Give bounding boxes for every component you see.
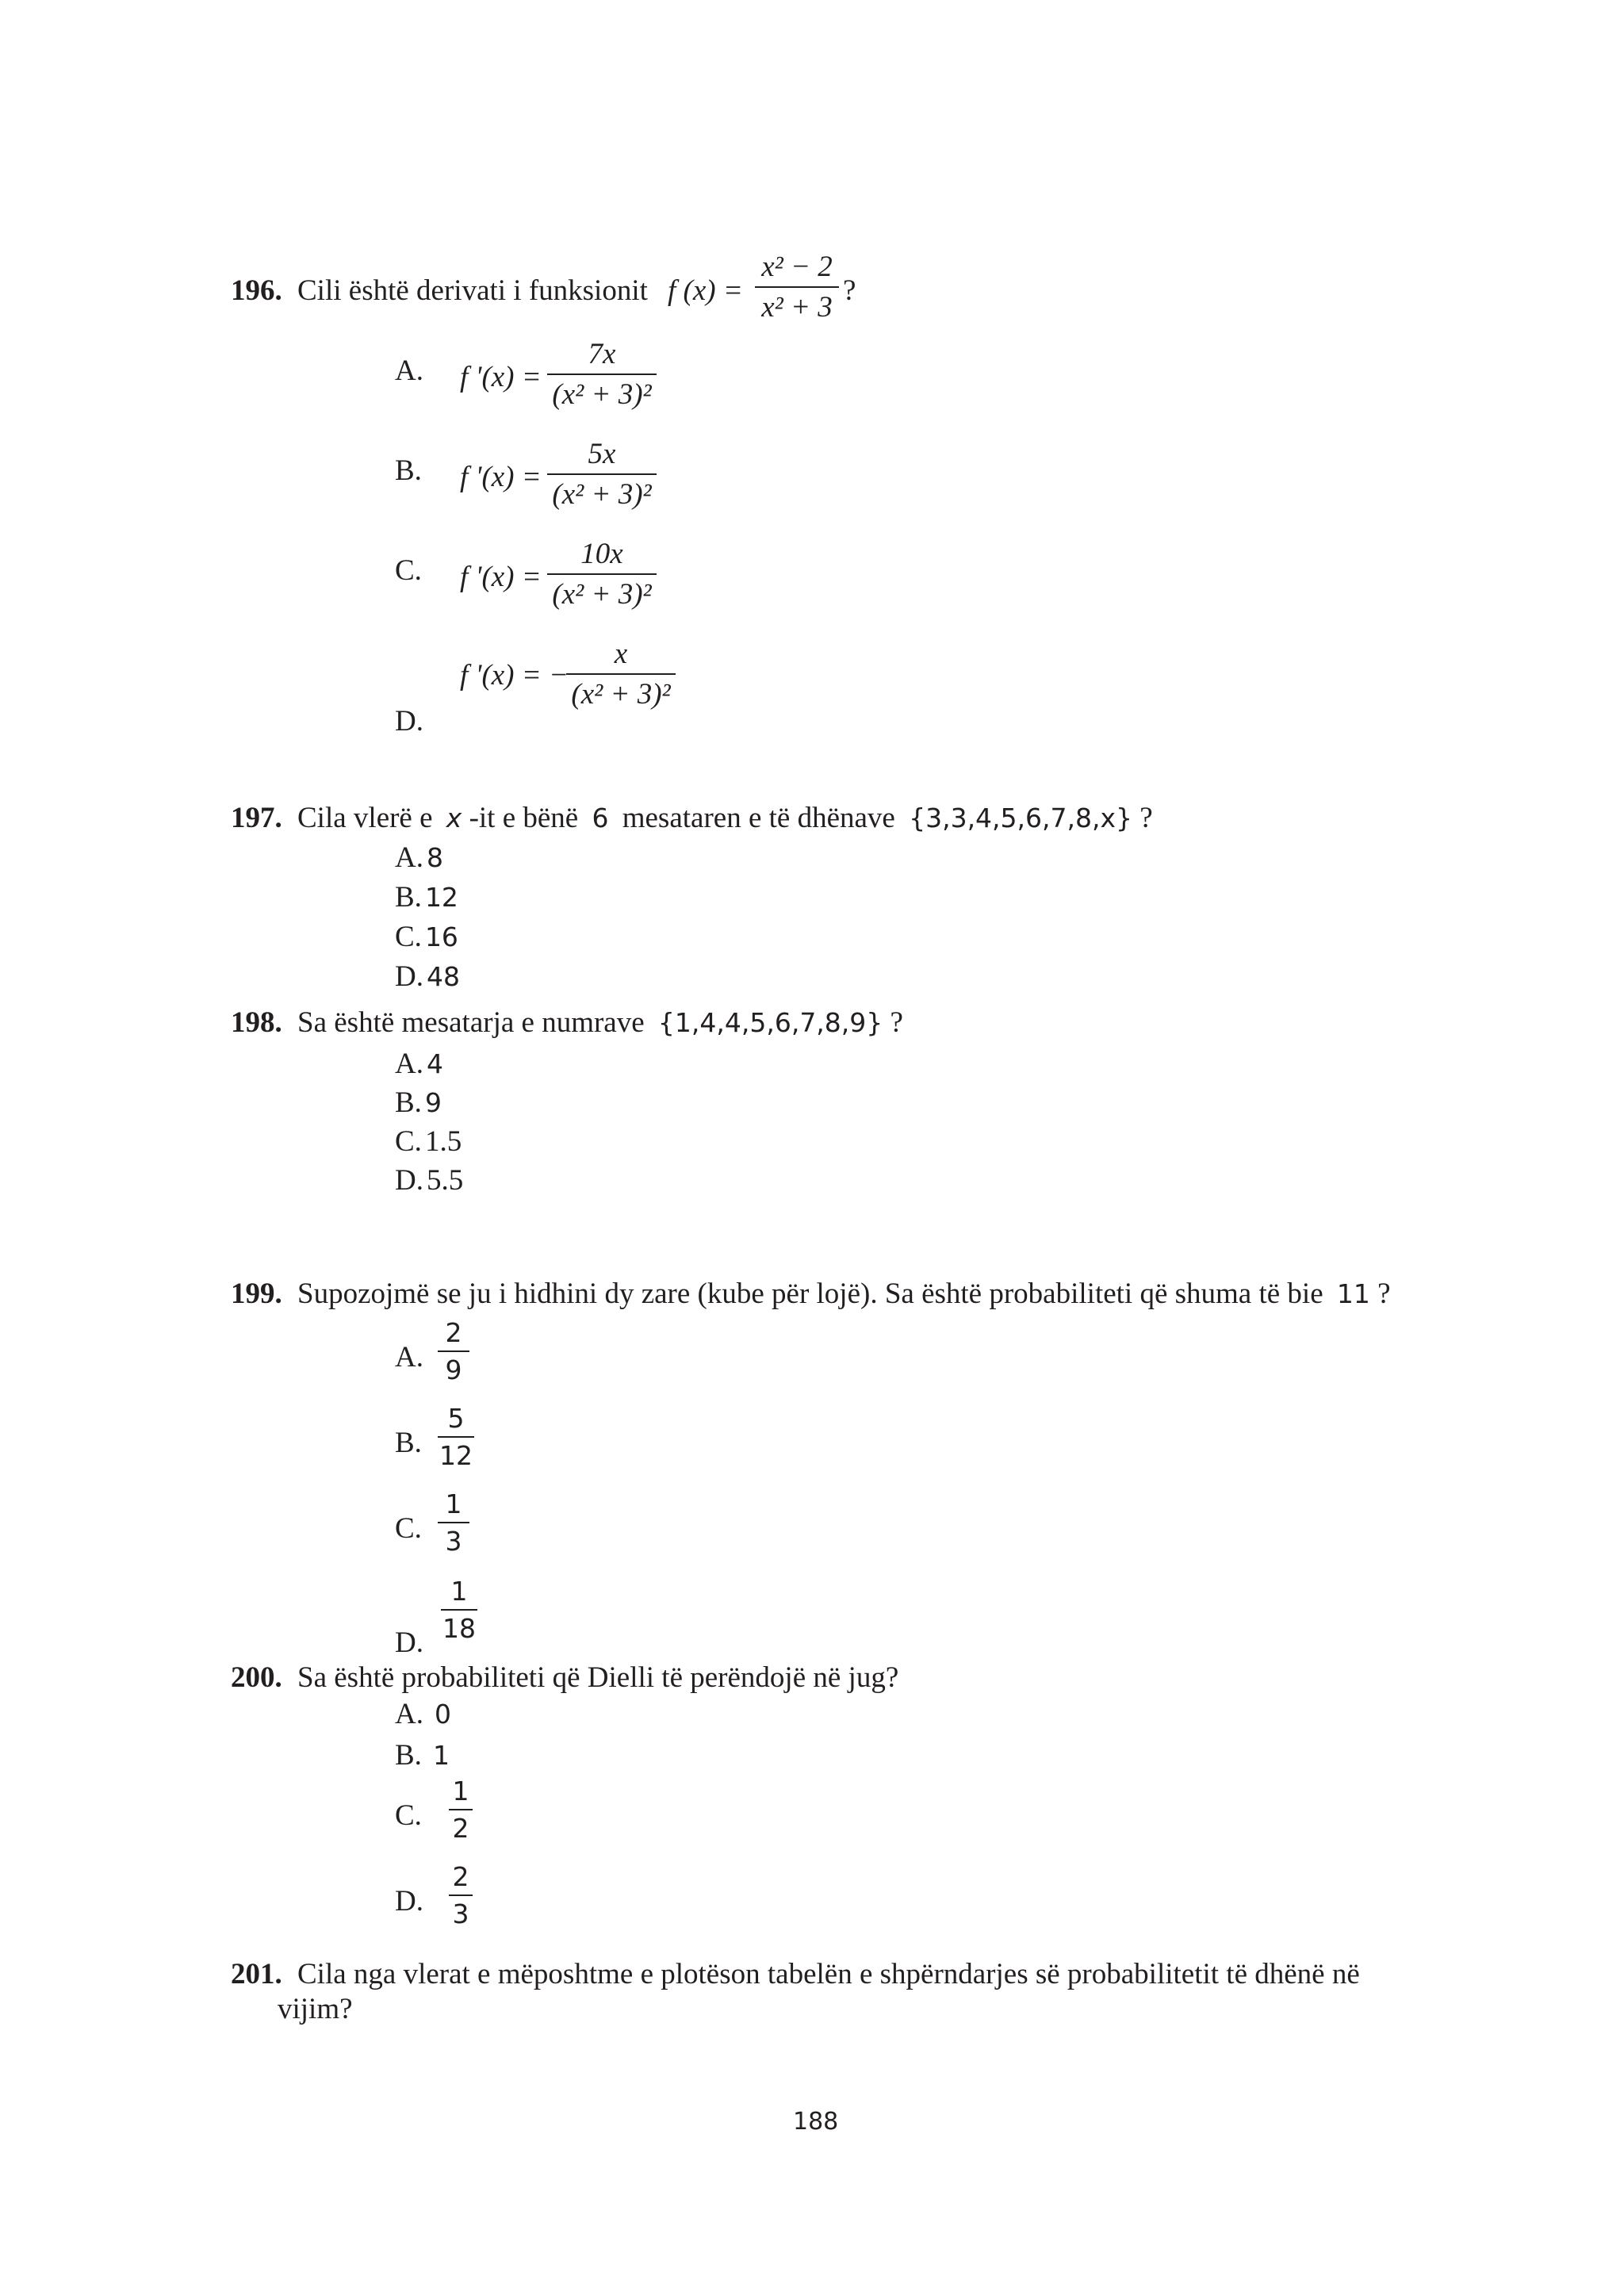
q197-option-c[interactable]: C. 16 (395, 921, 458, 953)
q199-stem (231, 1277, 1391, 1311)
q199-qmark: ? (1377, 1278, 1391, 1310)
q196-fx: f (x) = (668, 274, 743, 307)
q196-option-b-num: 5x (588, 438, 616, 470)
q200-option-c-fraction: 1 2 (449, 1778, 473, 1841)
q199-option-d-fraction: 1 18 (442, 1576, 476, 1644)
q197-number: 197. (231, 802, 282, 834)
q198-option-a[interactable]: A. 4 (395, 1048, 443, 1080)
q196-option-c-lhs: f '(x) = (460, 561, 542, 593)
q197-six: 6 (592, 803, 609, 833)
q200-option-a[interactable]: A. 0 (395, 1698, 451, 1730)
q200-option-d-letter[interactable]: D. (395, 1885, 423, 1917)
q196-option-a-den: (x² + 3)² (552, 378, 652, 411)
q196-option-c-fraction (547, 539, 657, 609)
q196-fx-den: x² + 3 (761, 291, 833, 324)
q196-option-a-lhs: f '(x) = (460, 361, 542, 393)
q196-option-a-num: 7x (588, 338, 616, 370)
q196-option-a-fraction (547, 339, 657, 409)
q198-options (395, 1047, 463, 1202)
q196-option-d-lhs: f '(x) = − (460, 659, 569, 692)
q200-stem (231, 1661, 898, 1695)
q196-option-a-letter[interactable]: A. (395, 354, 423, 387)
q196-option-b-lhs: f '(x) = (460, 461, 542, 493)
q198-option-b[interactable]: B. 9 (395, 1086, 442, 1119)
q196-option-d-fraction (566, 639, 676, 709)
q200-number: 200. (231, 1661, 282, 1694)
q201-number: 201. (231, 1958, 282, 1990)
q199-eleven: 11 (1336, 1278, 1370, 1309)
q197-stem (231, 801, 1153, 835)
q201-text-line2: vijim? (278, 1993, 353, 2025)
q197-qmark: ? (1139, 802, 1153, 834)
q198-option-c[interactable]: C. 1.5 (395, 1125, 462, 1158)
q196-stem (231, 274, 648, 308)
q197-text-c: mesataren e të dhënave (622, 802, 895, 834)
q199-option-a-letter[interactable]: A. (395, 1341, 423, 1373)
q199-option-b-fraction: 5 12 (439, 1403, 473, 1471)
q196-option-b-fraction (547, 439, 657, 509)
q199-option-b-letter[interactable]: B. (395, 1427, 422, 1459)
q196-option-d-num: x (614, 638, 628, 670)
q196-option-b-letter[interactable]: B. (395, 454, 422, 487)
page-number: 188 (793, 2108, 839, 2136)
q198-stem (231, 1006, 903, 1040)
q200-text: Sa është probabiliteti që Dielli të perëndojë në jug? (297, 1661, 899, 1694)
q197-options (395, 841, 460, 999)
q199-text: Supozojmë se ju i hidhini dy zare (kube për lojë). Sa është probabiliteti që shuma të bie (297, 1278, 1323, 1310)
q199-option-d-letter[interactable]: D. (395, 1626, 423, 1659)
q196-option-b-den: (x² + 3)² (552, 478, 652, 511)
q197-option-b[interactable]: B. 12 (395, 881, 458, 914)
q196-fx-fraction (755, 252, 839, 322)
q199-option-a-fraction: 2 9 (438, 1320, 469, 1383)
q196-text: Cili është derivati i funksionit (297, 274, 648, 307)
q196-option-d-letter[interactable]: D. (395, 705, 423, 737)
q201-stem (231, 1957, 1360, 1991)
q198-text: Sa është mesatarja e numrave (297, 1006, 645, 1039)
q197-var: x (446, 803, 462, 833)
q200-option-c-letter[interactable]: C. (395, 1799, 422, 1832)
q196-qmark: ? (843, 274, 856, 307)
q197-text-a: Cila vlerë e (297, 802, 433, 834)
q197-set: {3,3,4,5,6,7,8,x} (909, 803, 1133, 833)
q197-option-a[interactable]: A. 8 (395, 841, 443, 874)
q200-option-d-fraction: 2 3 (449, 1864, 473, 1927)
q196-option-c-letter[interactable]: C. (395, 554, 422, 587)
q196-option-c-den: (x² + 3)² (552, 578, 652, 611)
q196-option-d-den: (x² + 3)² (571, 678, 671, 711)
q200-option-b[interactable]: B. 1 (395, 1739, 450, 1772)
q198-set: {1,4,4,5,6,7,8,9} (657, 1007, 883, 1038)
q199-option-c-fraction: 1 3 (438, 1491, 469, 1554)
q199-option-c-letter[interactable]: C. (395, 1512, 422, 1545)
q198-option-d[interactable]: D. 5.5 (395, 1164, 464, 1197)
q197-text-b: -it e bënë (469, 802, 579, 834)
q199-number: 199. (231, 1278, 282, 1310)
q201-text-line1: Cila nga vlerat e mëposhtme e plotëson tabelën e shpërndarjes së probabilitetit të dhënë në (297, 1958, 1360, 1990)
q197-option-d[interactable]: D. 48 (395, 960, 460, 993)
q196-option-c-num: 10x (580, 538, 623, 570)
q196-fx-num: x² − 2 (761, 251, 833, 283)
q196-number: 196. (231, 274, 282, 307)
q198-number: 198. (231, 1006, 282, 1039)
q198-qmark: ? (890, 1006, 903, 1039)
